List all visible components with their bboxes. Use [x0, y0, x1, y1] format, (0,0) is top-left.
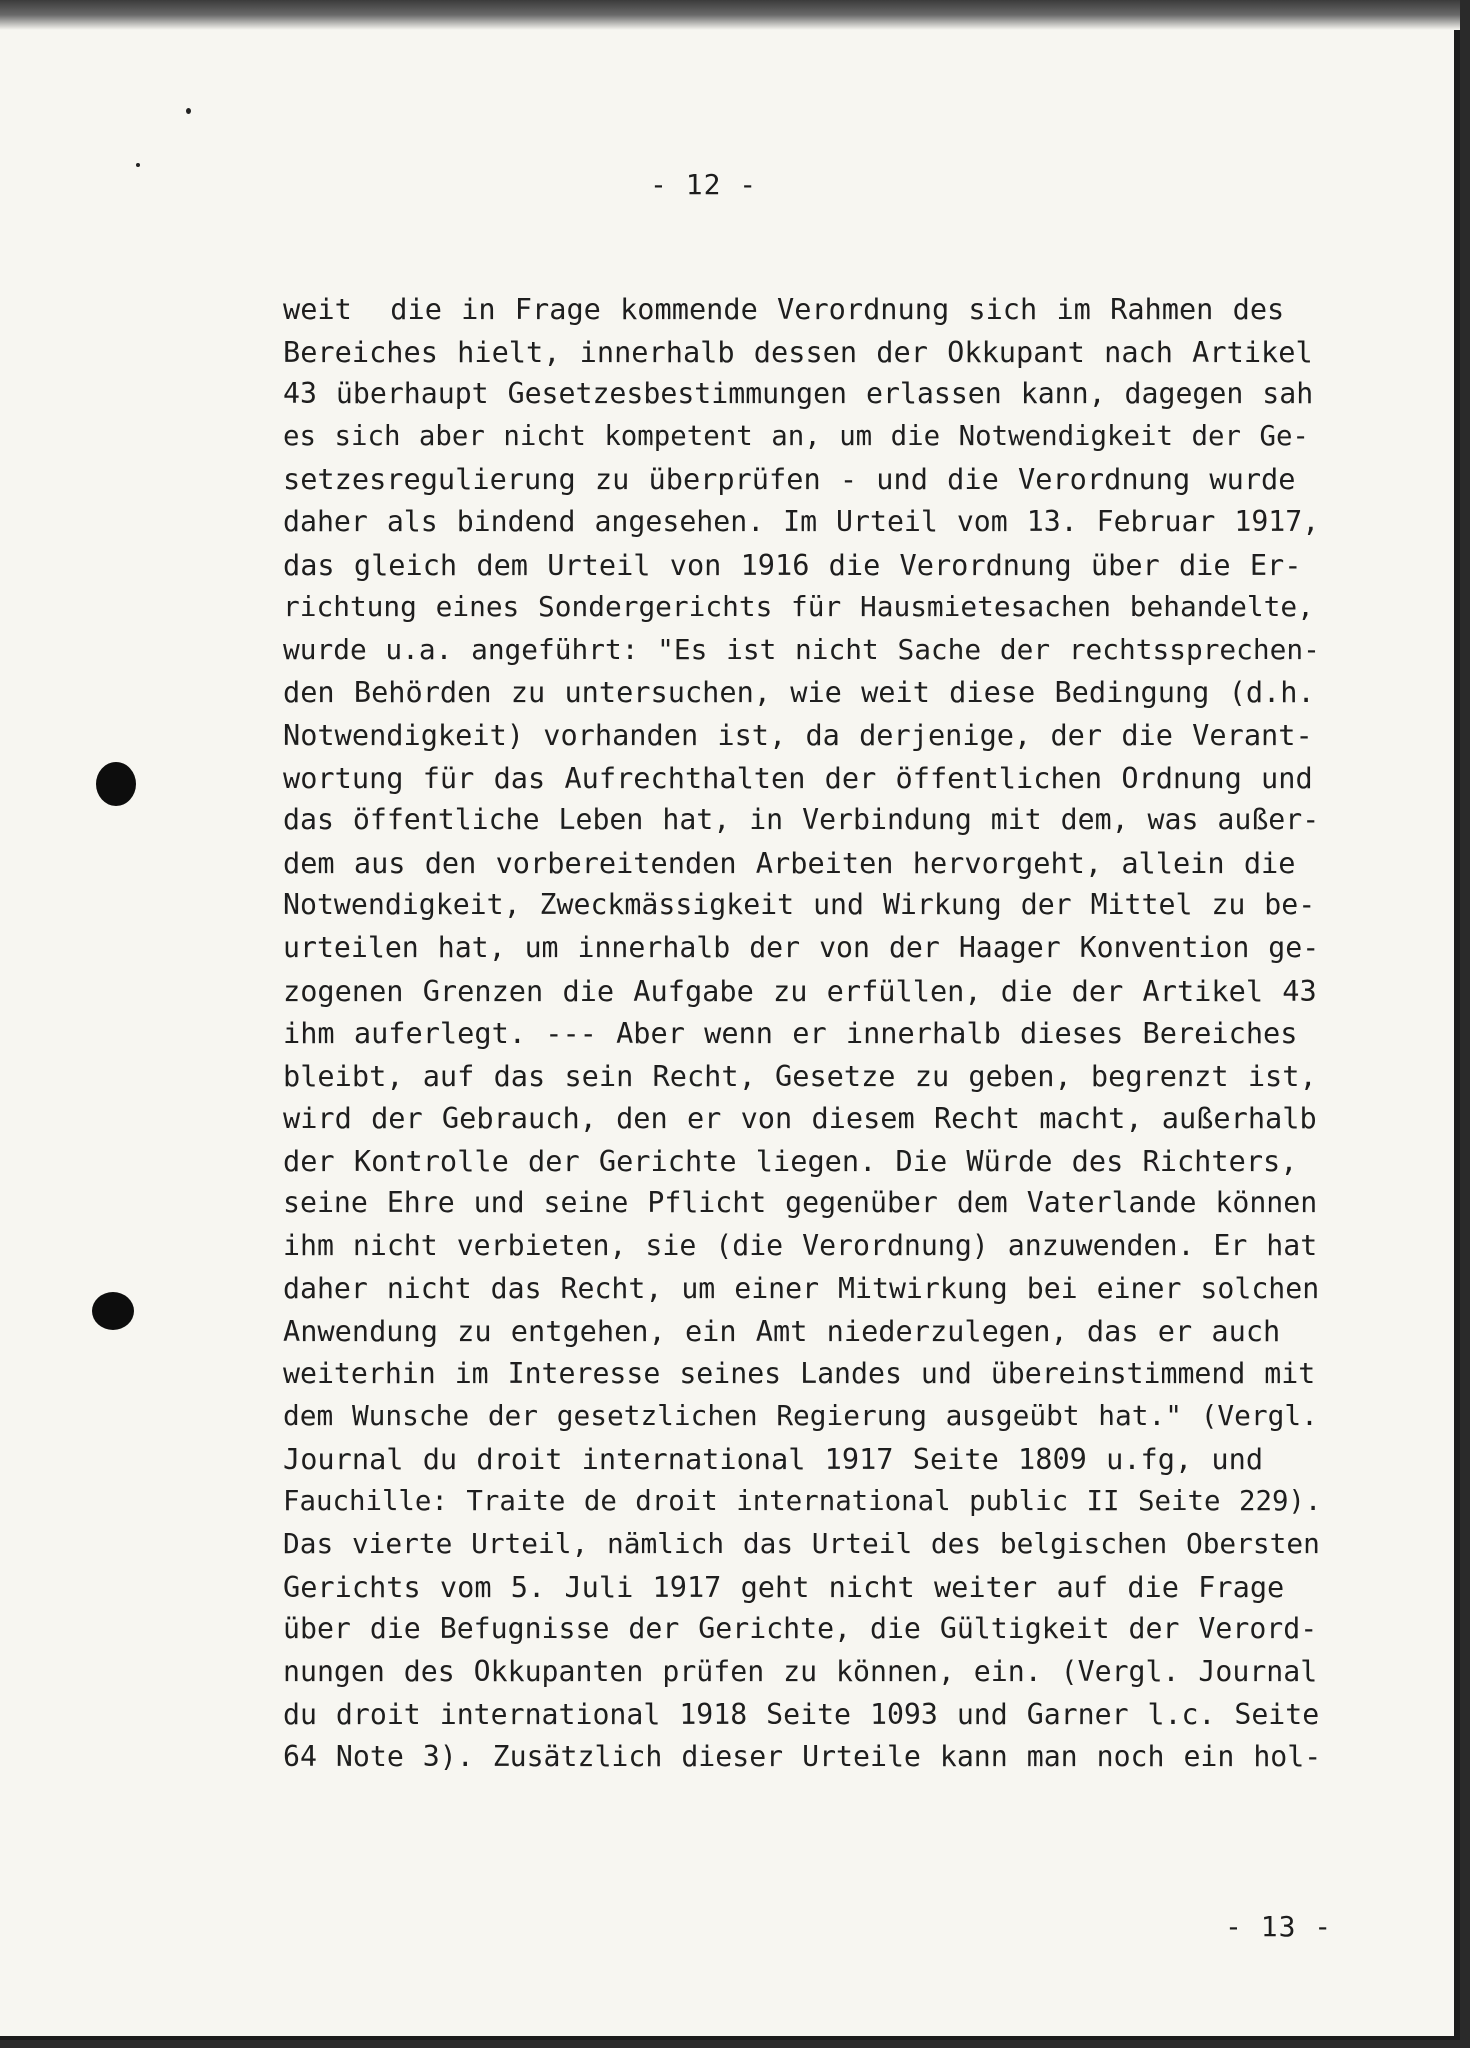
scan-top-edge	[0, 0, 1460, 30]
text-line: Gerichts vom 5. Juli 1917 geht nicht weiter auf die Frage	[283, 1569, 1285, 1604]
text-line: das gleich dem Urteil von 1916 die Verordnung über die Er-	[283, 547, 1302, 582]
text-line: dem Wunsche der gesetzlichen Regierung ausgeübt hat." (Vergl.	[283, 1399, 1318, 1433]
text-line: Fauchille: Traite de droit international public II Seite 229).	[283, 1485, 1322, 1517]
text-line: Notwendigkeit, Zweckmässigkeit und Wirkung der Mittel zu be-	[283, 888, 1316, 922]
text-line: richtung eines Sondergerichts für Hausmietesachen behandelte,	[283, 590, 1314, 624]
text-line: Bereiches hielt, innerhalb dessen der Okkupant nach Artikel	[283, 334, 1313, 369]
text-line: seine Ehre und seine Pflicht gegenüber dem Vaterlande können	[283, 1186, 1318, 1220]
text-line: ihm nicht verbieten, sie (die Verordnung) anzuwenden. Er hat	[283, 1229, 1318, 1263]
text-line: Anwendung zu entgehen, ein Amt niederzulegen, das er auch	[283, 1314, 1281, 1349]
text-line: nungen des Okkupanten prüfen zu können, ein. (Vergl. Journal	[283, 1655, 1318, 1688]
text-line: weit die in Frage kommende Verordnung sich im Rahmen des	[283, 292, 1285, 326]
text-line: der Kontrolle der Gerichte liegen. Die Würde des Richters,	[283, 1143, 1298, 1178]
text-line: Das vierte Urteil, nämlich das Urteil des belgischen Obersten	[283, 1527, 1320, 1561]
punch-hole-lower	[92, 1292, 134, 1330]
scan-speck	[186, 108, 191, 114]
text-line: wortung für das Aufrechthalten der öffentlichen Ordnung und	[283, 760, 1313, 795]
text-line: Notwendigkeit) vorhanden ist, da derjenige, der die Verant-	[283, 717, 1313, 752]
text-line: das öffentliche Leben hat, in Verbindung mit dem, was außer-	[283, 803, 1320, 837]
text-line: wird der Gebrauch, den er von diesem Recht macht, außerhalb	[283, 1101, 1317, 1136]
page-number-bottom: - 13 -	[1225, 1910, 1333, 1943]
text-line: setzesregulierung zu überprüfen - und die Verordnung wurde	[283, 462, 1296, 497]
body-text	[283, 288, 1323, 1779]
text-line: es sich aber nicht kompetent an, um die Notwendigkeit der Ge-	[283, 420, 1309, 452]
text-line: wurde u.a. angeführt: "Es ist nicht Sache der rechtssprechen-	[283, 632, 1320, 666]
text-line: dem aus den vorbereitenden Arbeiten hervorgeht, allein die	[283, 845, 1296, 880]
text-line: den Behörden zu untersuchen, wie weit diese Bedingung (d.h.	[283, 675, 1315, 710]
text-line: ihm auferlegt. --- Aber wenn er innerhalb dieses Bereiches	[283, 1016, 1298, 1051]
text-line: bleibt, auf das sein Recht, Gesetze zu geben, begrenzt ist,	[283, 1058, 1317, 1093]
page-number-top: - 12 -	[650, 168, 758, 201]
punch-hole-upper	[96, 762, 136, 806]
text-line: 64 Note 3). Zusätzlich dieser Urteile kann man noch ein hol-	[283, 1740, 1322, 1774]
text-line: daher als bindend angesehen. Im Urteil vom 13. Februar 1917,	[283, 504, 1320, 538]
text-line: zogenen Grenzen die Aufgabe zu erfüllen, die der Artikel 43	[283, 973, 1317, 1008]
text-line: du droit international 1918 Seite 1093 und Garner l.c. Seite	[283, 1697, 1320, 1731]
text-line: urteilen hat, um innerhalb der von der Haager Konvention ge-	[283, 930, 1320, 964]
text-line: 43 überhaupt Gesetzesbestimmungen erlassen kann, dagegen sah	[283, 377, 1314, 411]
text-line: über die Befugnisse der Gerichte, die Gültigkeit der Verord-	[283, 1612, 1318, 1646]
scan-speck	[136, 163, 140, 167]
text-line: weiterhin im Interesse seines Landes und übereinstimmend mit	[283, 1356, 1316, 1390]
text-line: daher nicht das Recht, um einer Mitwirkung bei einer solchen	[283, 1271, 1320, 1305]
text-line: Journal du droit international 1917 Seite 1809 u.fg, und	[283, 1442, 1264, 1477]
